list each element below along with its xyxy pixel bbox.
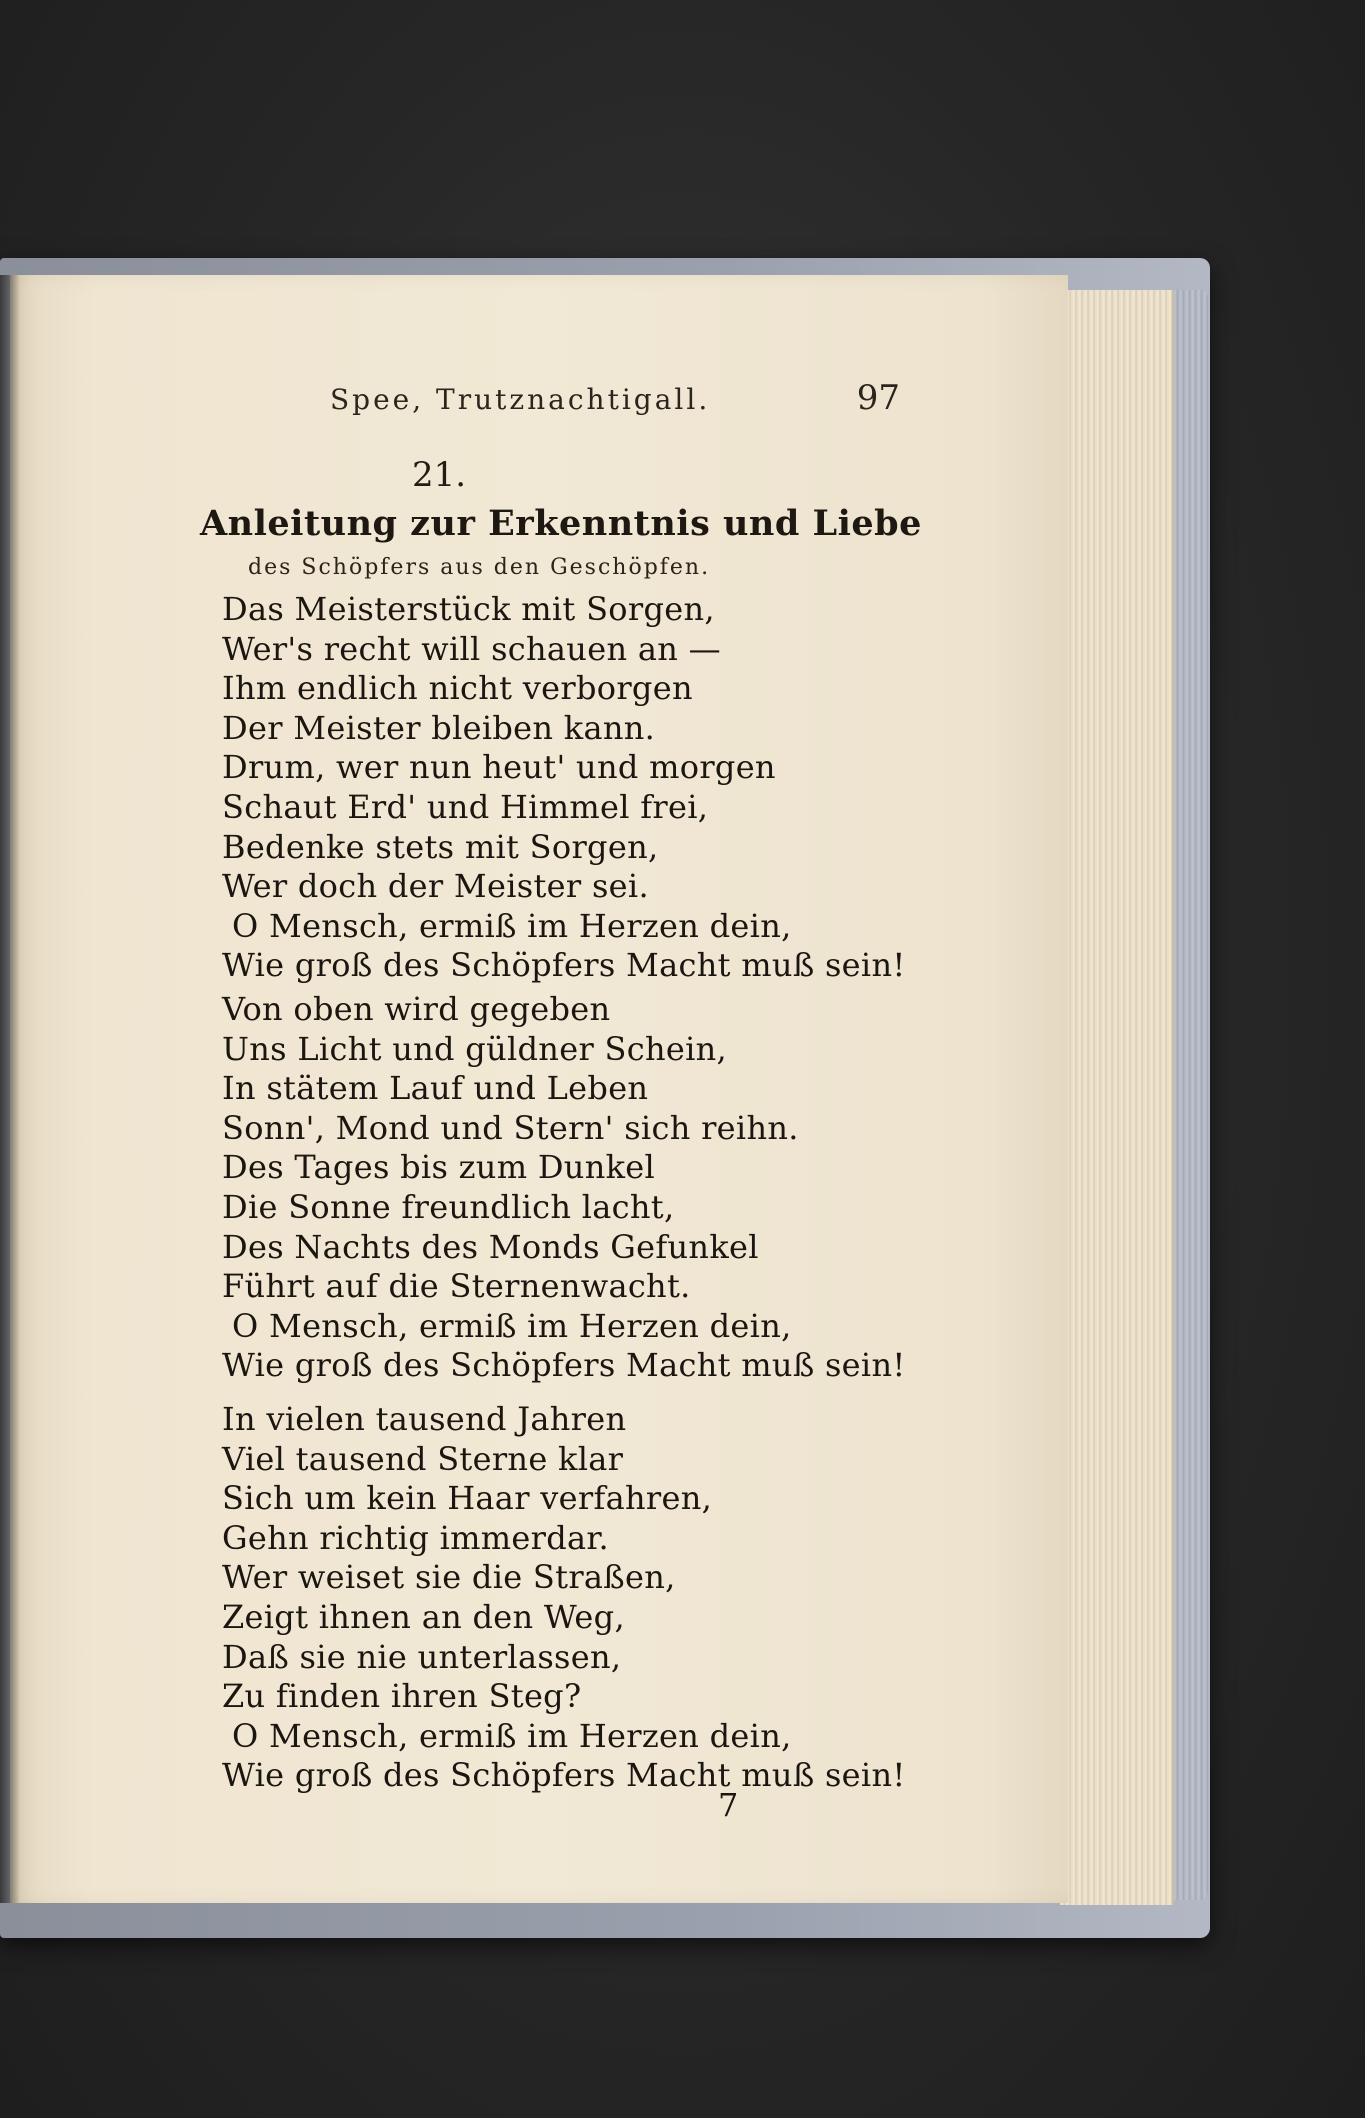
stanza-2 xyxy=(222,990,906,1386)
verse-line: Bedenke stets mit Sorgen, xyxy=(222,827,659,866)
verse-line: Sich um kein Haar verfahren, xyxy=(222,1479,713,1518)
verse-line: In stätem Lauf und Leben xyxy=(222,1069,649,1108)
refrain-line: Wie groß des Schöpfers Macht muß sein! xyxy=(222,1756,906,1795)
verse-line: In vielen tausend Jahren xyxy=(222,1400,627,1438)
verse-line: Wer doch der Meister sei. xyxy=(222,867,649,906)
poem-subtitle: des Schöpfers aus den Geschöpfen. xyxy=(248,555,711,580)
stanza-1 xyxy=(222,590,906,986)
verse-line: Das Meisterstück mit Sorgen, xyxy=(222,590,715,628)
verse-line: Zu finden ihren Steg? xyxy=(222,1677,582,1716)
verse-line: Daß sie nie unterlassen, xyxy=(222,1637,622,1676)
verse-line: Führt auf die Sternenwacht. xyxy=(222,1267,691,1306)
verse-line: Uns Licht und güldner Schein, xyxy=(222,1029,728,1068)
verse-line: Wer's recht will schauen an — xyxy=(222,629,721,668)
verse-line: Des Nachts des Monds Gefunkel xyxy=(222,1227,759,1266)
refrain-line: Wie groß des Schöpfers Macht muß sein! xyxy=(222,1346,906,1385)
verse-line: Zeigt ihnen an den Weg, xyxy=(222,1597,625,1636)
spine-shadow xyxy=(0,275,20,1903)
verse-line: Ihm endlich nicht verborgen xyxy=(222,669,693,708)
verse-line: Des Tages bis zum Dunkel xyxy=(222,1148,656,1187)
page-header xyxy=(330,378,900,428)
running-head: Spee, Trutznachtigall. xyxy=(330,383,711,416)
page-number: 97 xyxy=(856,378,900,418)
verse-line: Wer weiset sie die Straßen, xyxy=(222,1558,676,1597)
refrain-line: O Mensch, ermiß im Herzen dein, xyxy=(232,1716,792,1755)
refrain-line: O Mensch, ermiß im Herzen dein, xyxy=(232,906,792,945)
signature-mark: 7 xyxy=(718,1786,739,1824)
verse-line: Die Sonne freundlich lacht, xyxy=(222,1187,675,1226)
verse-line: Gehn richtig immerdar. xyxy=(222,1518,609,1557)
verse-line: Drum, wer nun heut' und morgen xyxy=(222,748,776,787)
page-stack-edge xyxy=(1060,290,1174,1905)
verse-line: Sonn', Mond und Stern' sich reihn. xyxy=(222,1108,799,1147)
stanza-3 xyxy=(222,1400,906,1796)
verse-line: Von oben wird gegeben xyxy=(222,990,611,1028)
poem-title: Anleitung zur Erkenntnis und Liebe xyxy=(200,503,922,544)
poem-number: 21. xyxy=(412,455,467,495)
verse-line: Der Meister bleiben kann. xyxy=(222,708,656,747)
refrain-line: O Mensch, ermiß im Herzen dein, xyxy=(232,1306,792,1345)
verse-line: Viel tausend Sterne klar xyxy=(222,1439,624,1478)
verse-line: Schaut Erd' und Himmel frei, xyxy=(222,787,709,826)
refrain-line: Wie groß des Schöpfers Macht muß sein! xyxy=(222,946,906,985)
